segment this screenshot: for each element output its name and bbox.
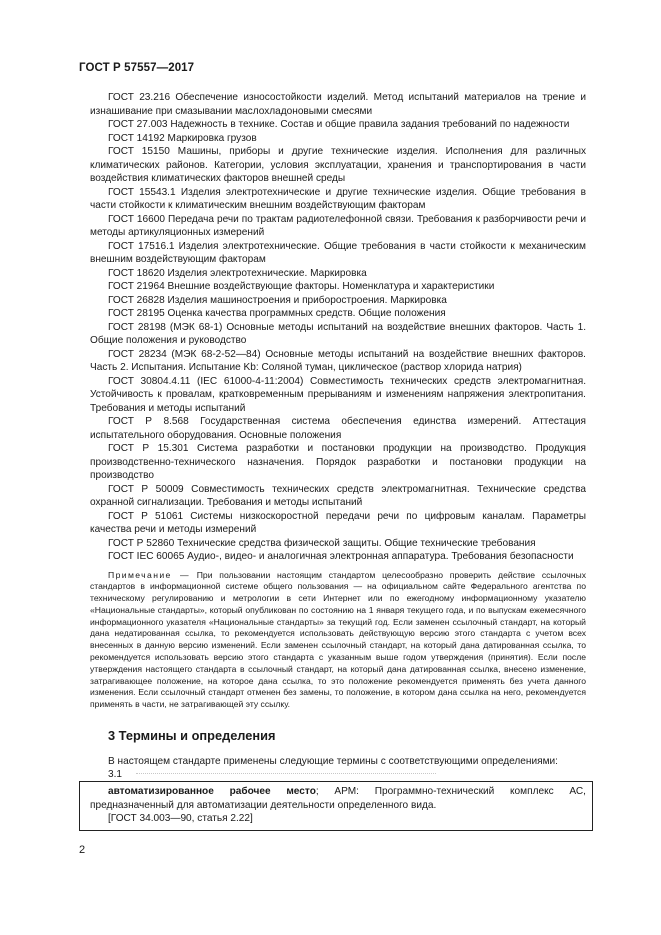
reference-item: ГОСТ 28234 (МЭК 68-2-52—84) Основные методы испытаний на воздействие внешних факторов. Часть 2. Испытания. Испытание Kb: Соляной туман, циклическое (раствор хлорида натрия)	[90, 348, 586, 373]
reference-item: ГОСТ 27.003 Надежность в технике. Состав и общие правила задания требований по надежности	[108, 119, 570, 130]
reference-item: ГОСТ 23.216 Обеспечение износостойкости изделий. Метод испытаний материалов на трение и изнашивание при смазывании маслохладоновыми смесями	[90, 92, 586, 117]
page-number: 2	[79, 844, 86, 856]
reference-item: ГОСТ 14192 Маркировка грузов	[108, 132, 257, 144]
reference-item: ГОСТ Р 50009 Совместимость технических средств электромагнитная. Технические средства охранной сигнализации. Требования и методы испытаний	[90, 483, 586, 508]
reference-item: ГОСТ Р 15.301 Система разработки и постановки продукции на производство. Продукция производственно-технического назначения. Порядок разработки и постановки продукции на производство	[90, 443, 586, 481]
term-definition-box	[79, 781, 593, 831]
note-paragraph	[90, 570, 586, 712]
document-header: ГОСТ Р 57557—2017	[79, 62, 195, 74]
reference-item: ГОСТ 28198 (МЭК 68-1) Основные методы испытаний на воздействие внешних факторов. Часть 1. Общие положения и руководство	[90, 321, 586, 346]
reference-item: ГОСТ Р 52860 Технические средства физической защиты. Общие технические требования	[108, 537, 536, 549]
reference-item: ГОСТ 28195 Оценка качества программных средств. Общие положения	[108, 308, 446, 319]
reference-item: ГОСТ 21964 Внешние воздействующие факторы. Номенклатура и характеристики	[108, 281, 495, 292]
reference-item: ГОСТ Р 8.568 Государственная система обеспечения единства измерений. Аттестация испытательного оборудования. Основные положения	[90, 416, 586, 441]
reference-item: ГОСТ 17516.1 Изделия электротехнические. Общие требования в части стойкости к механическим внешним воздействующим факторам	[90, 240, 586, 265]
reference-item: ГОСТ IEC 60065 Аудио-, видео- и аналогичная электронная аппаратура. Требования безопасности	[108, 551, 574, 562]
section-heading: 3 Термины и определения	[108, 728, 276, 743]
note-lead: Примечание —	[108, 569, 190, 580]
reference-item: ГОСТ 16600 Передача речи по трактам радиотелефонной связи. Требования к разборчивости речи и методы артикуляционных измерений	[90, 213, 586, 238]
faded-bleed-line	[136, 773, 436, 780]
reference-item: ГОСТ 26828 Изделия машиностроения и приборостроения. Маркировка	[108, 294, 447, 306]
term-number: 3.1	[108, 769, 123, 780]
reference-item: ГОСТ 15543.1 Изделия электротехнические и другие технические изделия. Общие требования в части стойкости к климатическим внешним воздействующим факторам	[90, 186, 586, 211]
reference-item: ГОСТ 15150 Машины, приборы и другие технические изделия. Исполнения для различных климатических районов. Категории, условия эксплуатации, хранения и транспортирования в части воздействия климатических факторов внешней среды	[90, 146, 586, 184]
term-name: автоматизированное рабочее место	[108, 786, 316, 797]
reference-item: ГОСТ 18620 Изделия электротехнические. Маркировка	[108, 267, 367, 279]
term-source: [ГОСТ 34.003—90, статья 2.22]	[108, 813, 253, 824]
term-definition	[90, 785, 586, 812]
normative-references	[90, 91, 586, 720]
section-intro: В настоящем стандарте применены следующие термины с соответствующими определениями:	[108, 756, 558, 767]
reference-item: ГОСТ 30804.4.11 (IEC 61000-4-11:2004) Совместимость технических средств электромагнитная. Устойчивость к провалам, кратковременным прерываниям и изменениям напряжения электропитания. Требования и методы испытаний	[90, 375, 586, 414]
note-text: При пользовании настоящим стандартом целесообразно проверить действие ссылочных стандартов в информационной системе общего пользования — на официальном сайте Федерального агентства по техническому регулированию и метрологии в сети Интернет или по ежегодному информационному указателю «Национальные стандарты», который опубликован по состоянию на 1 января текущего года, и по выпускам ежемесячного информационного указателя «Национальные стандарты» за текущий год. Если заменен ссылочный стандарт, на который дана недатированная ссылка, то рекомендуется использовать действующую версию этого стандарта с учетом всех внесенных в данную версию изменений. Если заменен ссылочный стандарт, на который дана датированная ссылка, то рекомендуется использовать версию этого стандарта с указанным выше годом утверждения (принятия). Если после утверждения настоящего стандарта в ссылочный стандарт, на который дана датированная ссылка, внесено изменение, затрагивающее положение, на которое дана ссылка, то это положение рекомендуется применять без учета данного изменения. Если ссылочный стандарт отменен без замены, то положение, в котором дана ссылка на него, рекомендуется применять в части, не затрагивающей эту ссылку.	[90, 569, 586, 710]
reference-item: ГОСТ Р 51061 Системы низкоскоростной передачи речи по цифровым каналам. Параметры качества речи и методы измерений	[90, 510, 586, 535]
term-definition-text: ; АРМ: Программно-технический комплекс АС, предназначенный для автоматизации деятельности определенного вида.	[90, 786, 586, 811]
